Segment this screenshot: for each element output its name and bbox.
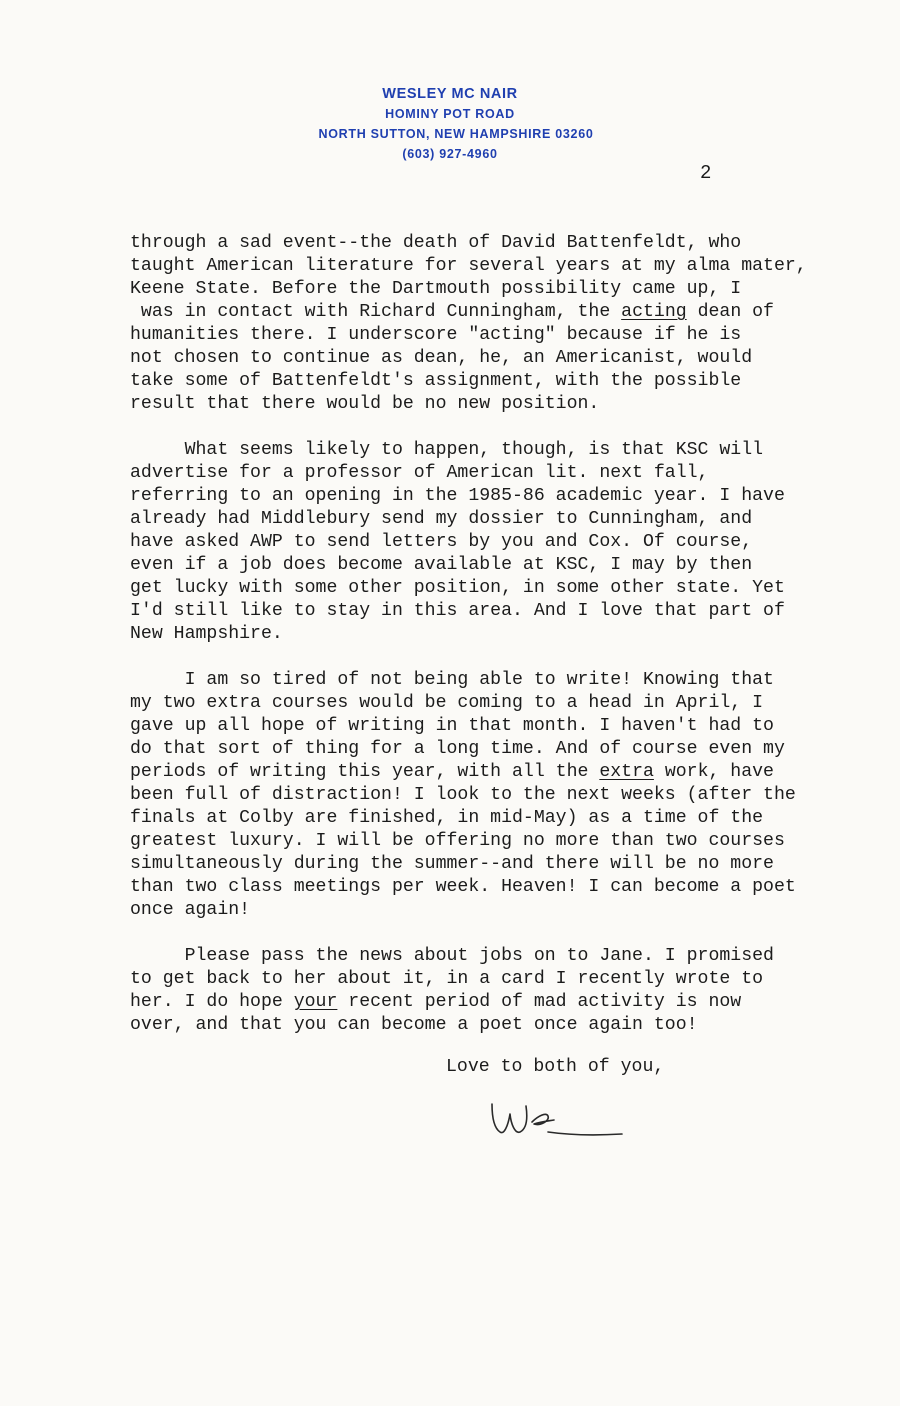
text-line: gave up all hope of writing in that month. I haven't had to — [130, 716, 774, 736]
text-line: Keene State. Before the Dartmouth possibility came up, I — [130, 279, 742, 299]
text-line: Please pass the news about jobs on to Jane. I promised — [130, 946, 774, 966]
underlined-word: your — [293, 992, 338, 1012]
text-line: simultaneously during the summer--and there will be no more — [130, 854, 774, 874]
text-line: not chosen to continue as dean, he, an Americanist, would — [130, 348, 753, 368]
text-line: New Hampshire. — [130, 624, 283, 644]
text-line: taught American literature for several years at my alma mater, — [130, 256, 807, 276]
text-line: humanities there. I underscore "acting" because if he is — [130, 325, 742, 345]
letterhead-name: WESLEY MC NAIR — [382, 86, 518, 102]
letter-body — [130, 232, 850, 1060]
text-line: her. I do hope your recent period of mad activity is now — [130, 992, 742, 1012]
text-line: periods of writing this year, with all the extra work, have — [130, 762, 774, 782]
text-line: than two class meetings per week. Heaven! I can become a poet — [130, 877, 796, 897]
text-line: What seems likely to happen, though, is that KSC will — [130, 440, 764, 460]
text-line: already had Middlebury send my dossier to Cunningham, and — [130, 509, 753, 529]
closing-line: Love to both of you, — [446, 1057, 665, 1077]
page-number: 2 — [700, 162, 712, 184]
text-line: advertise for a professor of American lit. next fall, — [130, 463, 709, 483]
paragraph — [130, 945, 850, 1037]
handwritten-signature — [488, 1096, 638, 1146]
underlined-word: acting — [621, 302, 687, 322]
paragraph — [130, 232, 850, 416]
text-line: my two extra courses would be coming to a head in April, I — [130, 693, 764, 713]
text-line: once again! — [130, 900, 251, 920]
text-line: take some of Battenfeldt's assignment, with the possible — [130, 371, 742, 391]
text-line: do that sort of thing for a long time. And of course even my — [130, 739, 785, 759]
paragraph — [130, 669, 850, 922]
text-line: have asked AWP to send letters by you and Cox. Of course, — [130, 532, 753, 552]
text-line: over, and that you can become a poet once again too! — [130, 1015, 698, 1035]
text-line: to get back to her about it, in a card I recently wrote to — [130, 969, 764, 989]
text-line: through a sad event--the death of David Battenfeldt, who — [130, 233, 742, 253]
text-line: I'd still like to stay in this area. And I love that part of — [130, 601, 785, 621]
text-line: was in contact with Richard Cunningham, the acting dean of — [130, 302, 774, 322]
text-line: referring to an opening in the 1985-86 academic year. I have — [130, 486, 785, 506]
text-line: even if a job does become available at KSC, I may by then — [130, 555, 753, 575]
letterhead — [0, 84, 900, 164]
text-line: get lucky with some other position, in some other state. Yet — [130, 578, 785, 598]
letterhead-address: NORTH SUTTON, NEW HAMPSHIRE 03260 — [318, 127, 594, 141]
text-line: greatest luxury. I will be offering no more than two courses — [130, 831, 785, 851]
text-line: I am so tired of not being able to write! Knowing that — [130, 670, 774, 690]
letterhead-phone: (603) 927-4960 — [402, 147, 498, 161]
text-line: result that there would be no new position. — [130, 394, 600, 414]
text-line: been full of distraction! I look to the next weeks (after the — [130, 785, 796, 805]
text-line: finals at Colby are finished, in mid-May) as a time of the — [130, 808, 764, 828]
letterhead-road: HOMINY POT ROAD — [385, 107, 515, 121]
underlined-word: extra — [599, 762, 654, 782]
paragraph — [130, 439, 850, 646]
